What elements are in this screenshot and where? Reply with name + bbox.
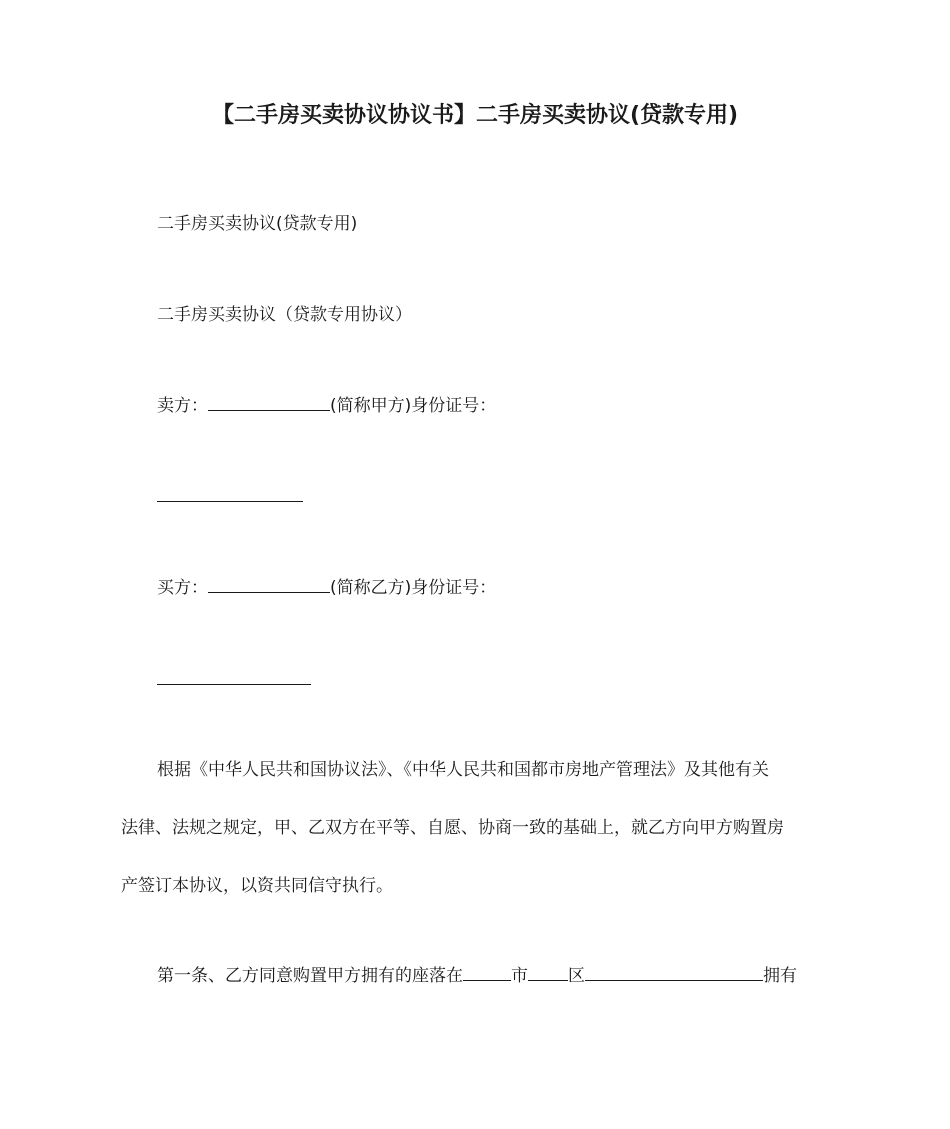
buyer-id-blank (157, 684, 311, 685)
seller-label: 卖方： (157, 396, 208, 416)
seller-name-blank (208, 409, 330, 411)
seller-id-blank (157, 501, 303, 502)
preamble-line-3: 产签订本协议，以资共同信守执行。 (121, 876, 393, 896)
buyer-suffix: (简称乙方)身份证号： (330, 578, 497, 598)
preamble-line-1: 根据《中华人民共和国协议法》、《中华人民共和国都市房地产管理法》及其他有关 (157, 760, 769, 780)
article-1-part2: 拥有 (763, 966, 797, 986)
preamble-line-2: 法律、法规之规定，甲、乙双方在平等、自愿、协商一致的基础上，就乙方向甲方购置房 (121, 818, 784, 838)
subtitle-line-1: 二手房买卖协议(贷款专用) (157, 214, 358, 234)
district-blank (528, 979, 568, 981)
buyer-name-blank (208, 591, 330, 593)
buyer-line (157, 573, 496, 598)
address-blank (585, 979, 763, 981)
article-1-line (157, 961, 797, 986)
seller-suffix: (简称甲方)身份证号： (330, 396, 497, 416)
buyer-label: 买方： (157, 578, 208, 598)
document-title: 【二手房买卖协议协议书】二手房买卖协议(贷款专用) (211, 103, 739, 128)
article-1-district: 区 (568, 966, 585, 986)
seller-line (157, 391, 496, 416)
article-1-city: 市 (511, 966, 528, 986)
city-blank (463, 979, 511, 981)
subtitle-line-2: 二手房买卖协议（贷款专用协议） (157, 305, 412, 325)
article-1-part1: 第一条、乙方同意购置甲方拥有的座落在 (157, 966, 463, 986)
